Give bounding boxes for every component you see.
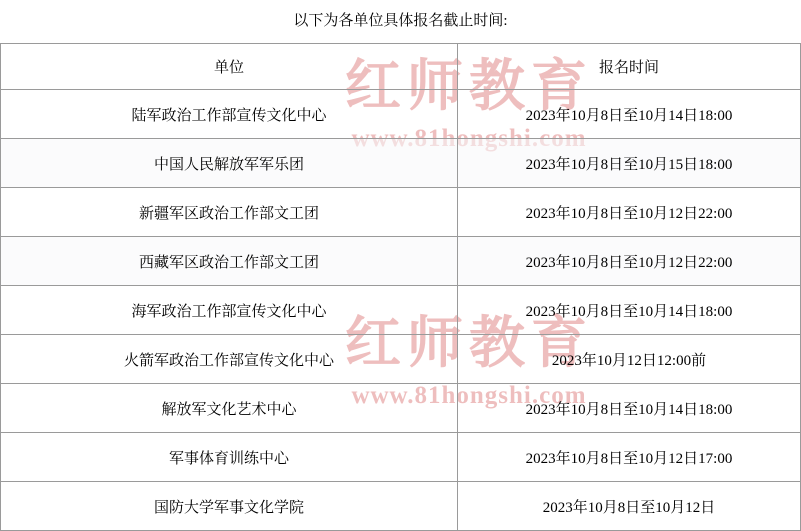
cell-time: 2023年10月8日至10月14日18:00 (458, 90, 801, 139)
cell-unit: 陆军政治工作部宣传文化中心 (1, 90, 458, 139)
page-title: 以下为各单位具体报名截止时间: (293, 13, 508, 29)
cell-unit: 火箭军政治工作部宣传文化中心 (1, 335, 458, 384)
column-header-time: 报名时间 (458, 44, 801, 90)
cell-time: 2023年10月8日至10月12日22:00 (458, 237, 801, 286)
cell-time: 2023年10月8日至10月12日22:00 (458, 188, 801, 237)
table-header-row (1, 44, 801, 90)
cell-time: 2023年10月8日至10月12日 (458, 482, 801, 531)
cell-time: 2023年10月8日至10月14日18:00 (458, 384, 801, 433)
table-row (1, 433, 801, 482)
cell-unit: 国防大学军事文化学院 (1, 482, 458, 531)
watermark-url-text: www.81hongshi.com (351, 382, 587, 409)
cell-unit: 解放军文化艺术中心 (1, 384, 458, 433)
table-row (1, 286, 801, 335)
registration-deadline-table (0, 43, 801, 531)
table-row (1, 482, 801, 531)
cell-unit: 西藏军区政治工作部文工团 (1, 237, 458, 286)
cell-unit: 新疆军区政治工作部文工团 (1, 188, 458, 237)
table-row (1, 90, 801, 139)
cell-time: 2023年10月8日至10月14日18:00 (458, 286, 801, 335)
cell-time: 2023年10月8日至10月12日17:00 (458, 433, 801, 482)
watermark-brand-text: 红师教育 (345, 310, 593, 376)
table-row (1, 188, 801, 237)
table-row (1, 384, 801, 433)
table-row (1, 237, 801, 286)
table-row (1, 139, 801, 188)
cell-time: 2023年10月12日12:00前 (458, 335, 801, 384)
column-header-unit: 单位 (1, 44, 458, 90)
table-row (1, 335, 801, 384)
cell-unit: 中国人民解放军军乐团 (1, 139, 458, 188)
cell-unit: 海军政治工作部宣传文化中心 (1, 286, 458, 335)
watermark-brand-text: 红师教育 (345, 53, 593, 119)
cell-time: 2023年10月8日至10月15日18:00 (458, 139, 801, 188)
cell-unit: 军事体育训练中心 (1, 433, 458, 482)
